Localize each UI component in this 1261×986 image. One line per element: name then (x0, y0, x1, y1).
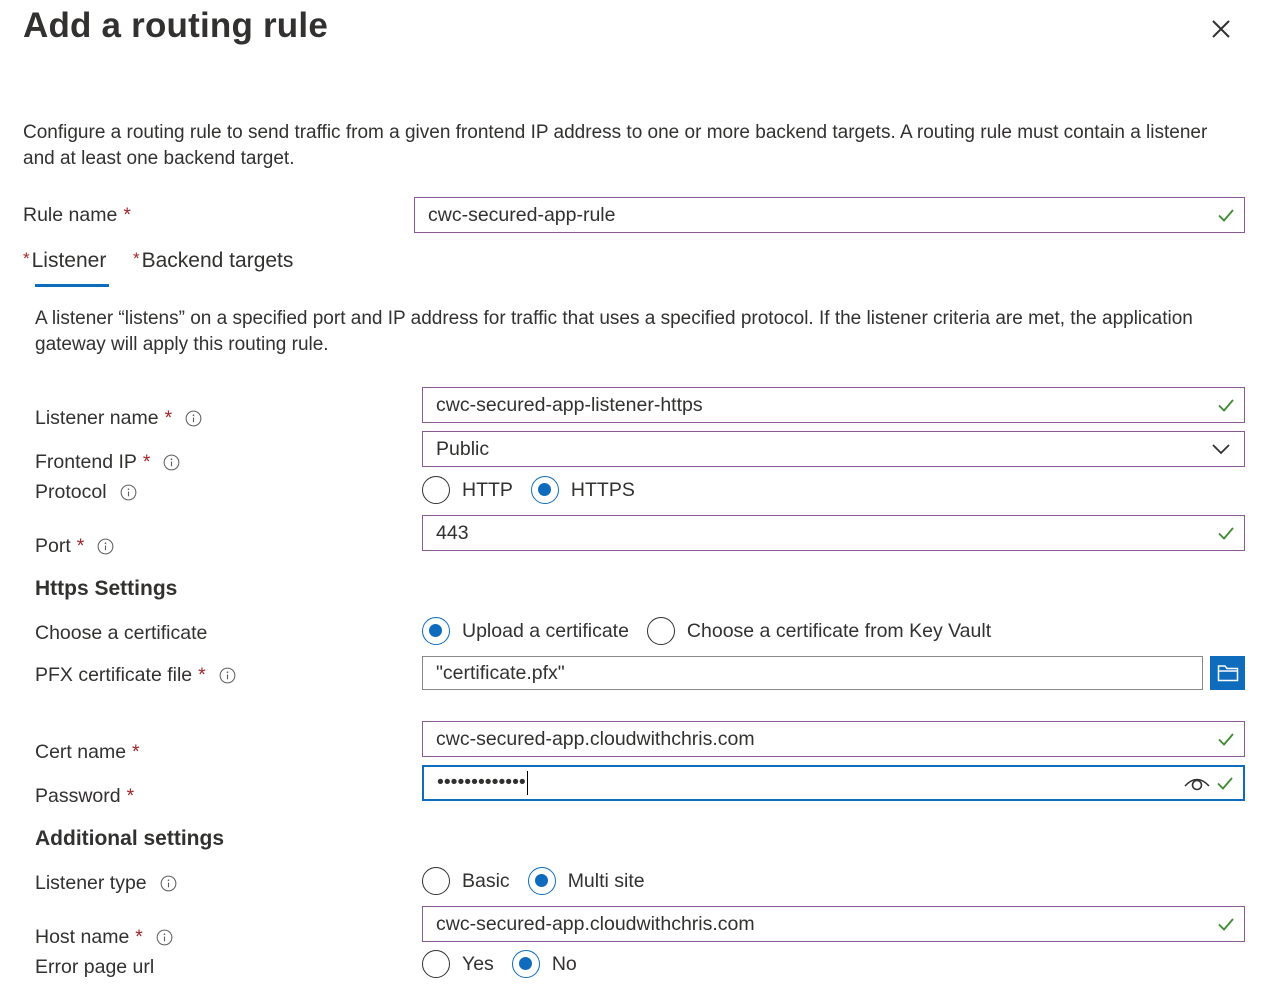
frontend-ip-value: Public (436, 437, 490, 460)
required-marker: * (133, 249, 140, 268)
password-label-text: Password (35, 785, 121, 807)
listener-type-label (35, 872, 177, 895)
radio-yes[interactable] (422, 950, 450, 978)
cert-name-input[interactable] (422, 721, 1245, 757)
check-icon (1216, 914, 1236, 934)
password-input[interactable] (422, 765, 1245, 801)
certificate-source-radio-group (422, 617, 1009, 645)
radio-https[interactable] (531, 476, 559, 504)
radio-upload-certificate-label: Upload a certificate (462, 619, 629, 642)
protocol-label-text: Protocol (35, 481, 107, 503)
host-name-label-text: Host name (35, 926, 130, 948)
rule-name-value: cwc-secured-app-rule (428, 203, 616, 226)
host-name-label (35, 926, 173, 949)
password-label (35, 785, 134, 808)
info-icon[interactable] (219, 667, 236, 684)
password-dots: ••••••••••••• (437, 771, 526, 794)
pfx-file-value: "certificate.pfx" (436, 661, 565, 684)
frontend-ip-label (35, 451, 180, 474)
folder-icon (1217, 664, 1239, 682)
radio-http-label: HTTP (462, 478, 513, 501)
cert-name-label-text: Cert name (35, 741, 127, 763)
tab-backend-targets-label: Backend targets (141, 249, 294, 272)
radio-basic-label: Basic (462, 869, 510, 892)
listener-name-label (35, 407, 202, 430)
pfx-file-input[interactable] (422, 656, 1203, 690)
listener-name-value: cwc-secured-app-listener-https (436, 393, 703, 416)
radio-basic[interactable] (422, 867, 450, 895)
required-marker: * (164, 407, 173, 429)
pfx-file-label-text: PFX certificate file (35, 664, 193, 686)
radio-https-label: HTTPS (570, 478, 635, 501)
required-marker: * (76, 535, 85, 557)
choose-certificate-label (35, 622, 207, 645)
listener-description: A listener “listens” on a specified port and IP address for traffic that uses a specified protocol. If the listener criteria are met, the application gateway will apply this routing rule. (35, 308, 1193, 355)
text-cursor (527, 771, 529, 795)
listener-name-label-text: Listener name (35, 407, 159, 429)
required-marker: * (126, 785, 135, 807)
host-name-input[interactable] (422, 906, 1245, 942)
port-input[interactable] (422, 515, 1245, 551)
pfx-file-label (35, 664, 236, 687)
listener-name-input[interactable] (422, 387, 1245, 423)
protocol-radio-group (422, 476, 653, 504)
radio-multi-site-label: Multi site (567, 869, 645, 892)
radio-no-label: No (551, 952, 577, 975)
host-name-value: cwc-secured-app.cloudwithchris.com (436, 912, 755, 935)
radio-multi-site[interactable] (528, 867, 556, 895)
required-marker: * (132, 741, 140, 763)
additional-settings-heading: Additional settings (35, 827, 224, 850)
https-settings-heading: Https Settings (35, 577, 178, 600)
radio-http[interactable] (422, 476, 450, 504)
intro-text: Configure a routing rule to send traffic from a given frontend IP address to one or more backend targets. A routing rule must contain a listener and at least one backend target. (23, 122, 1208, 169)
port-value: 443 (436, 521, 469, 544)
frontend-ip-label-text: Frontend IP (35, 451, 137, 473)
cert-name-label (35, 741, 140, 764)
radio-yes-label: Yes (462, 952, 494, 975)
password-value (437, 771, 1183, 795)
required-marker: * (198, 664, 206, 686)
eye-icon[interactable] (1183, 773, 1211, 793)
required-marker: * (135, 926, 143, 948)
protocol-label (35, 481, 137, 504)
radio-key-vault-certificate-label: Choose a certificate from Key Vault (686, 619, 992, 642)
rule-name-label-text: Rule name (23, 204, 118, 226)
required-marker: * (23, 249, 30, 268)
error-page-url-label (35, 956, 154, 979)
info-icon[interactable] (97, 538, 114, 555)
error-page-url-label-text: Error page url (35, 956, 155, 978)
port-label (35, 535, 114, 558)
browse-file-button[interactable] (1210, 656, 1245, 690)
close-icon[interactable] (1205, 13, 1237, 45)
listener-type-radio-group (422, 867, 663, 895)
radio-no[interactable] (512, 950, 540, 978)
required-marker: * (142, 451, 151, 473)
port-label-text: Port (35, 535, 71, 557)
info-icon[interactable] (120, 484, 137, 501)
check-icon (1215, 773, 1235, 793)
tab-listener-label: Listener (31, 249, 107, 272)
error-page-url-radio-group (422, 950, 595, 978)
info-icon[interactable] (163, 454, 180, 471)
frontend-ip-dropdown[interactable] (422, 431, 1245, 467)
check-icon (1216, 395, 1236, 415)
info-icon[interactable] (160, 875, 177, 892)
rule-name-input[interactable] (414, 197, 1245, 233)
tab-listener[interactable] (23, 249, 106, 273)
check-icon (1216, 205, 1236, 225)
check-icon (1216, 729, 1236, 749)
info-icon[interactable] (156, 929, 173, 946)
tab-backend-targets[interactable] (133, 249, 293, 273)
info-icon[interactable] (185, 410, 202, 427)
required-marker: * (123, 204, 131, 226)
choose-certificate-label-text: Choose a certificate (35, 622, 208, 644)
tab-selected-underline (35, 284, 109, 287)
panel-title: Add a routing rule (23, 6, 328, 45)
radio-key-vault-certificate[interactable] (647, 617, 675, 645)
cert-name-value: cwc-secured-app.cloudwithchris.com (436, 727, 755, 750)
chevron-down-icon (1210, 438, 1232, 460)
listener-type-label-text: Listener type (35, 872, 147, 894)
check-icon (1216, 523, 1236, 543)
radio-upload-certificate[interactable] (422, 617, 450, 645)
rule-name-label (23, 204, 131, 227)
